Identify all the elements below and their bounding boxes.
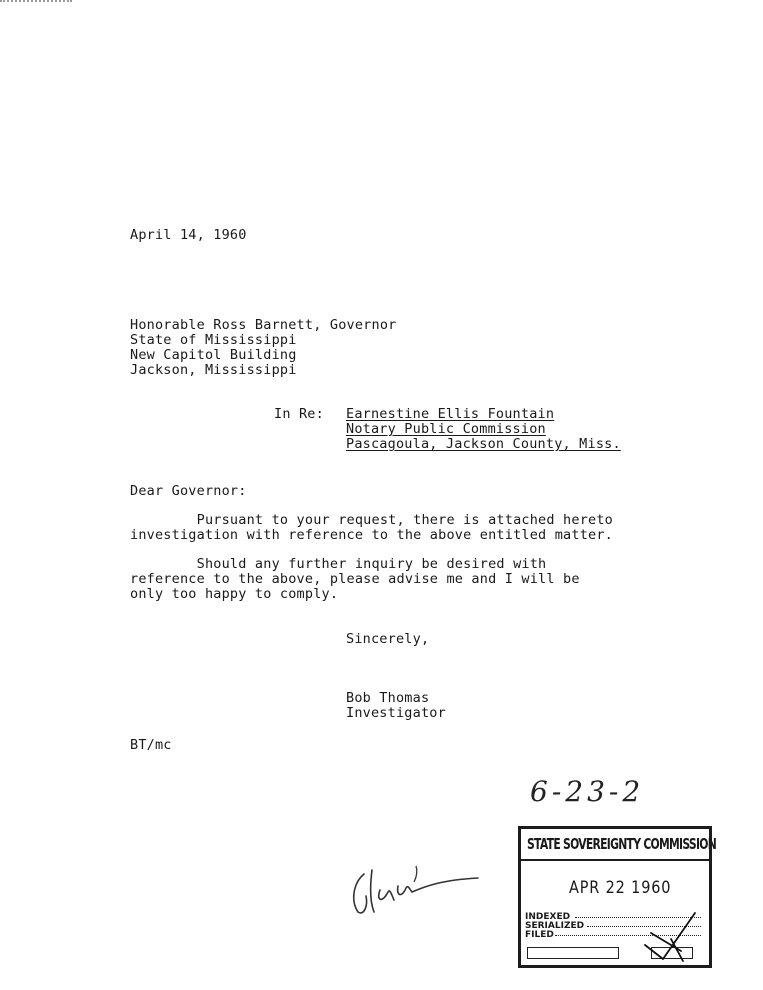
re-line: Earnestine Ellis Fountain	[346, 406, 555, 422]
typist-initials: BT/mc	[130, 737, 172, 753]
stamp-label-filed: FILED	[525, 930, 554, 940]
paragraph-line: investigation with reference to the above entitled matter.	[130, 527, 614, 543]
top-edge-dots	[0, 0, 72, 4]
re-line: Pascagoula, Jackson County, Miss.	[346, 436, 621, 452]
handwritten-initial-mark	[346, 856, 486, 920]
recipient-line: Honorable Ross Barnett, Governor	[130, 317, 397, 333]
salutation: Dear Governor:	[130, 483, 247, 499]
stamp-heading: STATE SOVEREIGNTY COMMISSION	[527, 835, 717, 853]
letter-date: April 14, 1960	[130, 227, 247, 243]
stamp-date: APR 22 1960	[569, 878, 672, 898]
re-label: In Re:	[274, 406, 324, 422]
paragraph-line: only too happy to comply.	[130, 586, 339, 602]
closing: Sincerely,	[346, 631, 430, 647]
stamp-divider	[521, 859, 709, 861]
received-stamp	[518, 826, 717, 968]
re-line: Notary Public Commission	[346, 421, 546, 437]
paragraph-line: Should any further inquiry be desired with	[130, 556, 547, 572]
recipient-line: Jackson, Mississippi	[130, 362, 297, 378]
paragraph-line: Pursuant to your request, there is attached hereto	[130, 512, 614, 528]
stamp-label-indexed: INDEXED	[525, 912, 571, 922]
stamp-box	[527, 947, 619, 959]
paragraph-line: reference to the above, please advise me and I will be	[130, 571, 580, 587]
stamp-label-serialized: SERIALIZED	[525, 921, 585, 931]
recipient-line: State of Mississippi	[130, 332, 297, 348]
stamp-check-mark	[641, 909, 701, 963]
signer-title: Investigator	[346, 705, 446, 721]
handwritten-file-number: 6-23-2	[530, 775, 645, 808]
recipient-line: New Capitol Building	[130, 347, 297, 363]
signer-name: Bob Thomas	[346, 690, 430, 706]
